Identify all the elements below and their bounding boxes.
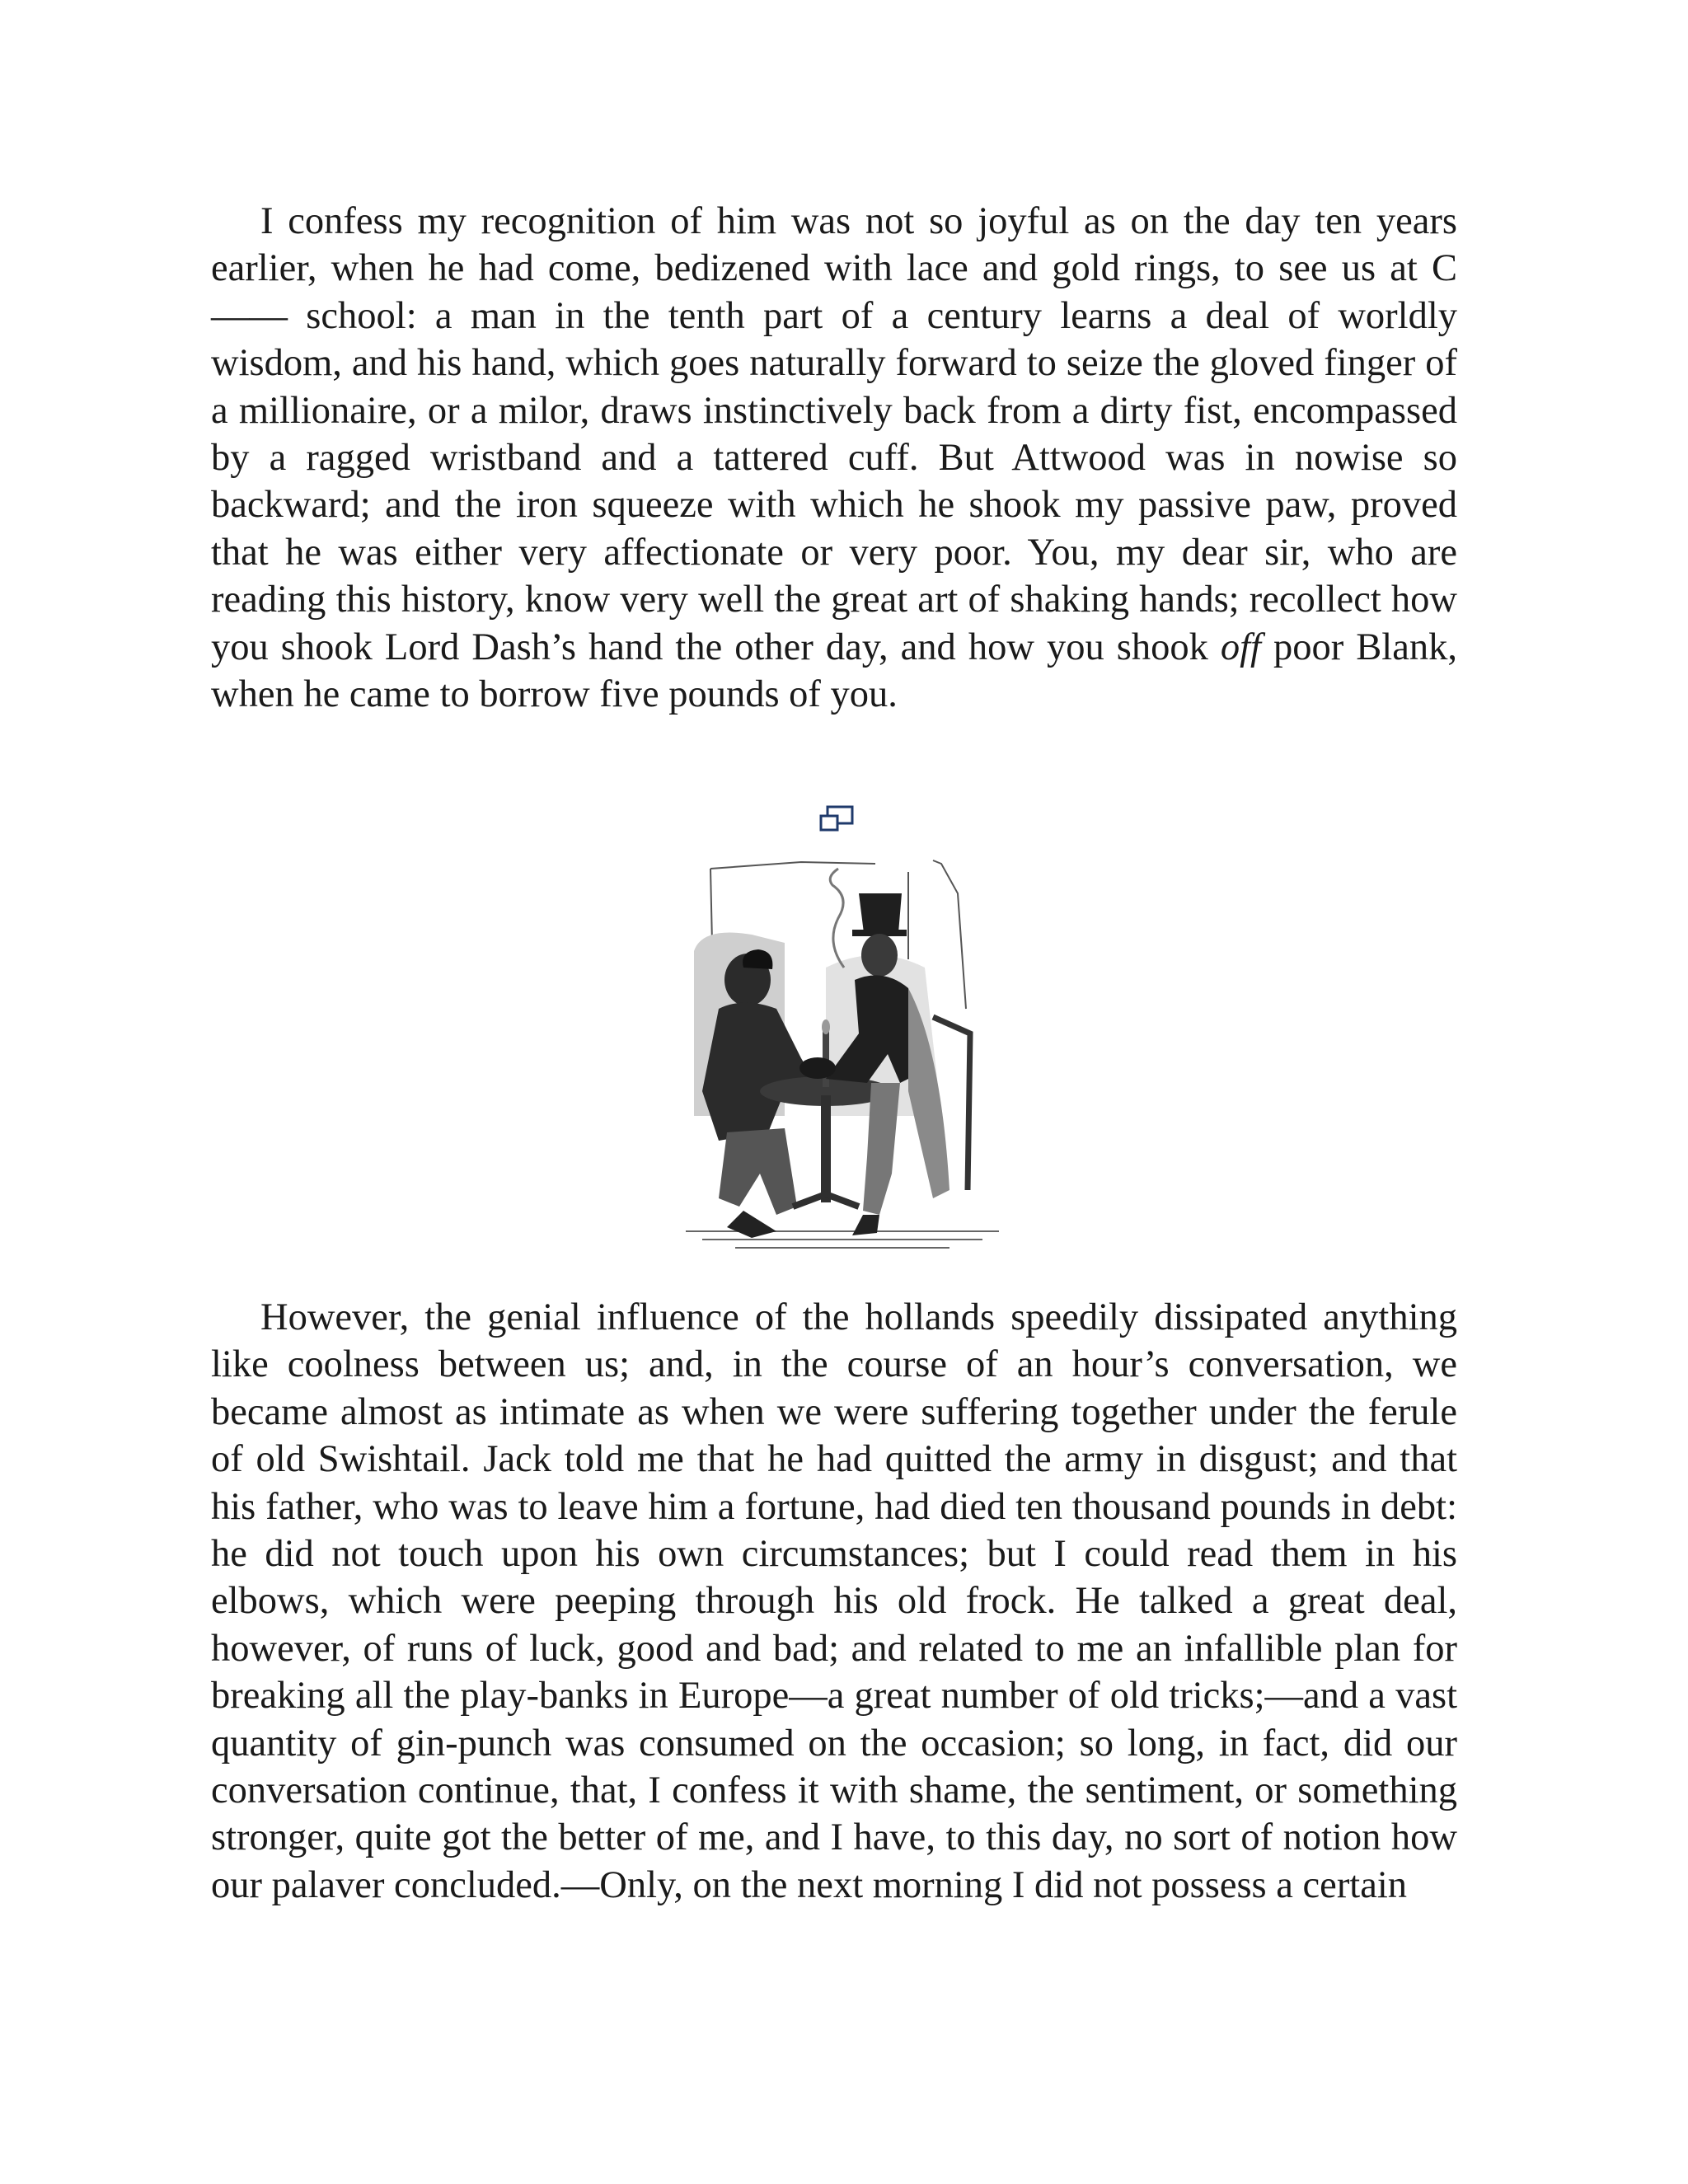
paragraph-1-text: I confess my recognition of him was not so joyful as on the day ten years earlier, when he had come, bedizened with lace and gold rings, to see us at C—— school: a man in the tenth part of a century learns a deal of worldly wisdom, and his hand, which goes naturally forward to seize the gloved finger of a millionaire, or a milor, draws instinctively back from a dirty fist, encompassed by a ragged wristband and a tattered cuff. But Attwood was in nowise so backward; and the iron squeeze with which he shook my passive paw, proved that he was either very affectionate or very poor. You, my dear sir, who are reading this history, know very well the great art of shaking hands; recollect how you shook Lord Dash’s hand the other day, and how you shook	[211, 200, 1457, 668]
illustration-handshake	[661, 844, 1015, 1256]
paragraph-1	[211, 198, 1457, 718]
paragraph-2: However, the genial influence of the hollands speedily dissipated anything like coolness between us; and, in the course of an hour’s conversation, we became almost as intimate as when we were suffering together under the ferule of old Swishtail. Jack told me that he had quitted the army in disgust; and that his father, who was to leave him a fortune, had died ten thousand pounds in debt: he did not touch upon his own circumstances; but I could read them in his elbows, which were peeping through his old frock. He talked a great deal, however, of runs of luck, good and bad; and related to me an infallible plan for breaking all the play-banks in Europe—a great number of old tricks;—and a vast quantity of gin-punch was consumed on the occasion; so long, in fact, did our conversation continue, that, I confess it with shame, the sentiment, or something stronger, quite got the better of me, and I have, to this day, no sort of notion how our palaver concluded.—Only, on the next morning I did not possess a certain	[211, 1296, 1457, 1906]
expand-image-icon[interactable]	[818, 804, 855, 832]
paragraph-1-text-end: poor Blank, when he came to borrow five pounds of you.	[211, 626, 1457, 716]
emphasis-off: off	[1220, 626, 1261, 668]
